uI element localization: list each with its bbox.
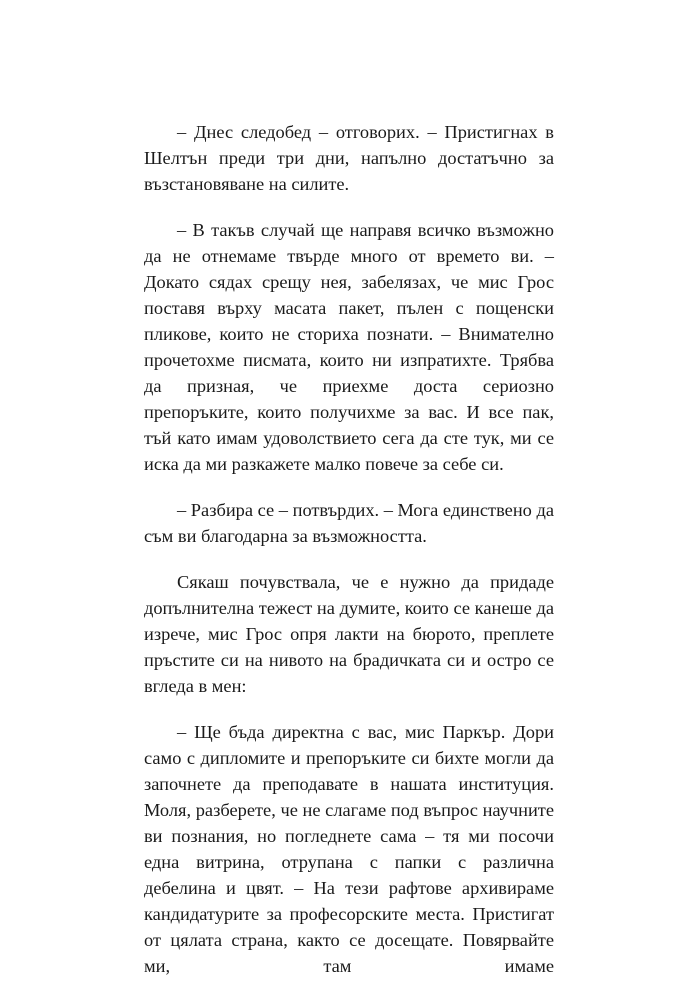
paragraph-4: Сякаш почувствала, че е нужно да придаде допълнителна тежест на думите, които се канеше да изрече, мис Грос опря лакти на бюрото, преплете пръстите си на нивото на брадичката си и остро се вгледа в мен: xyxy=(144,572,554,696)
paragraph-2: – В такъв случай ще направя всичко възможно да не отнемаме твърде много от времето ви. – Докато сядах срещу нея, забелязах, че мис Грос поставя върху масата пакет, пълен с пощенски пликове, които не сториха познати. – Внимателно прочетохме писмата, които ни изпратихте. Трябва да призная, че приехме доста сериозно препоръките, които получихме за вас. И все пак, тъй като имам удоволствието сега да сте тук, ми се иска да ми разкажете малко повече за себе си. xyxy=(144,220,554,474)
body-text xyxy=(144,119,554,979)
paragraph-1: – Днес следобед – отговорих. – Пристигнах в Шелтън преди три дни, напълно достатъчно за възстановяване на силите. xyxy=(144,122,554,194)
paragraph-3: – Разбира се – потвърдих. – Мога единствено да съм ви благодарна за възможността. xyxy=(144,500,554,546)
paragraph-5: – Ще бъда директна с вас, мис Паркър. Дори само с дипломите и препоръките си бихте могли да започнете да преподавате в нашата институция. Моля, разберете, че не слагаме под въпрос научните ви познания, но погледнете сама – тя ми посочи една витрина, отрупана с папки с различна дебелина и цвят. – На тези рафтове архивираме кандидатурите за професорските места. Пристигат от цялата страна, както се досещате. Повярвайте ми, там имаме xyxy=(144,722,554,976)
